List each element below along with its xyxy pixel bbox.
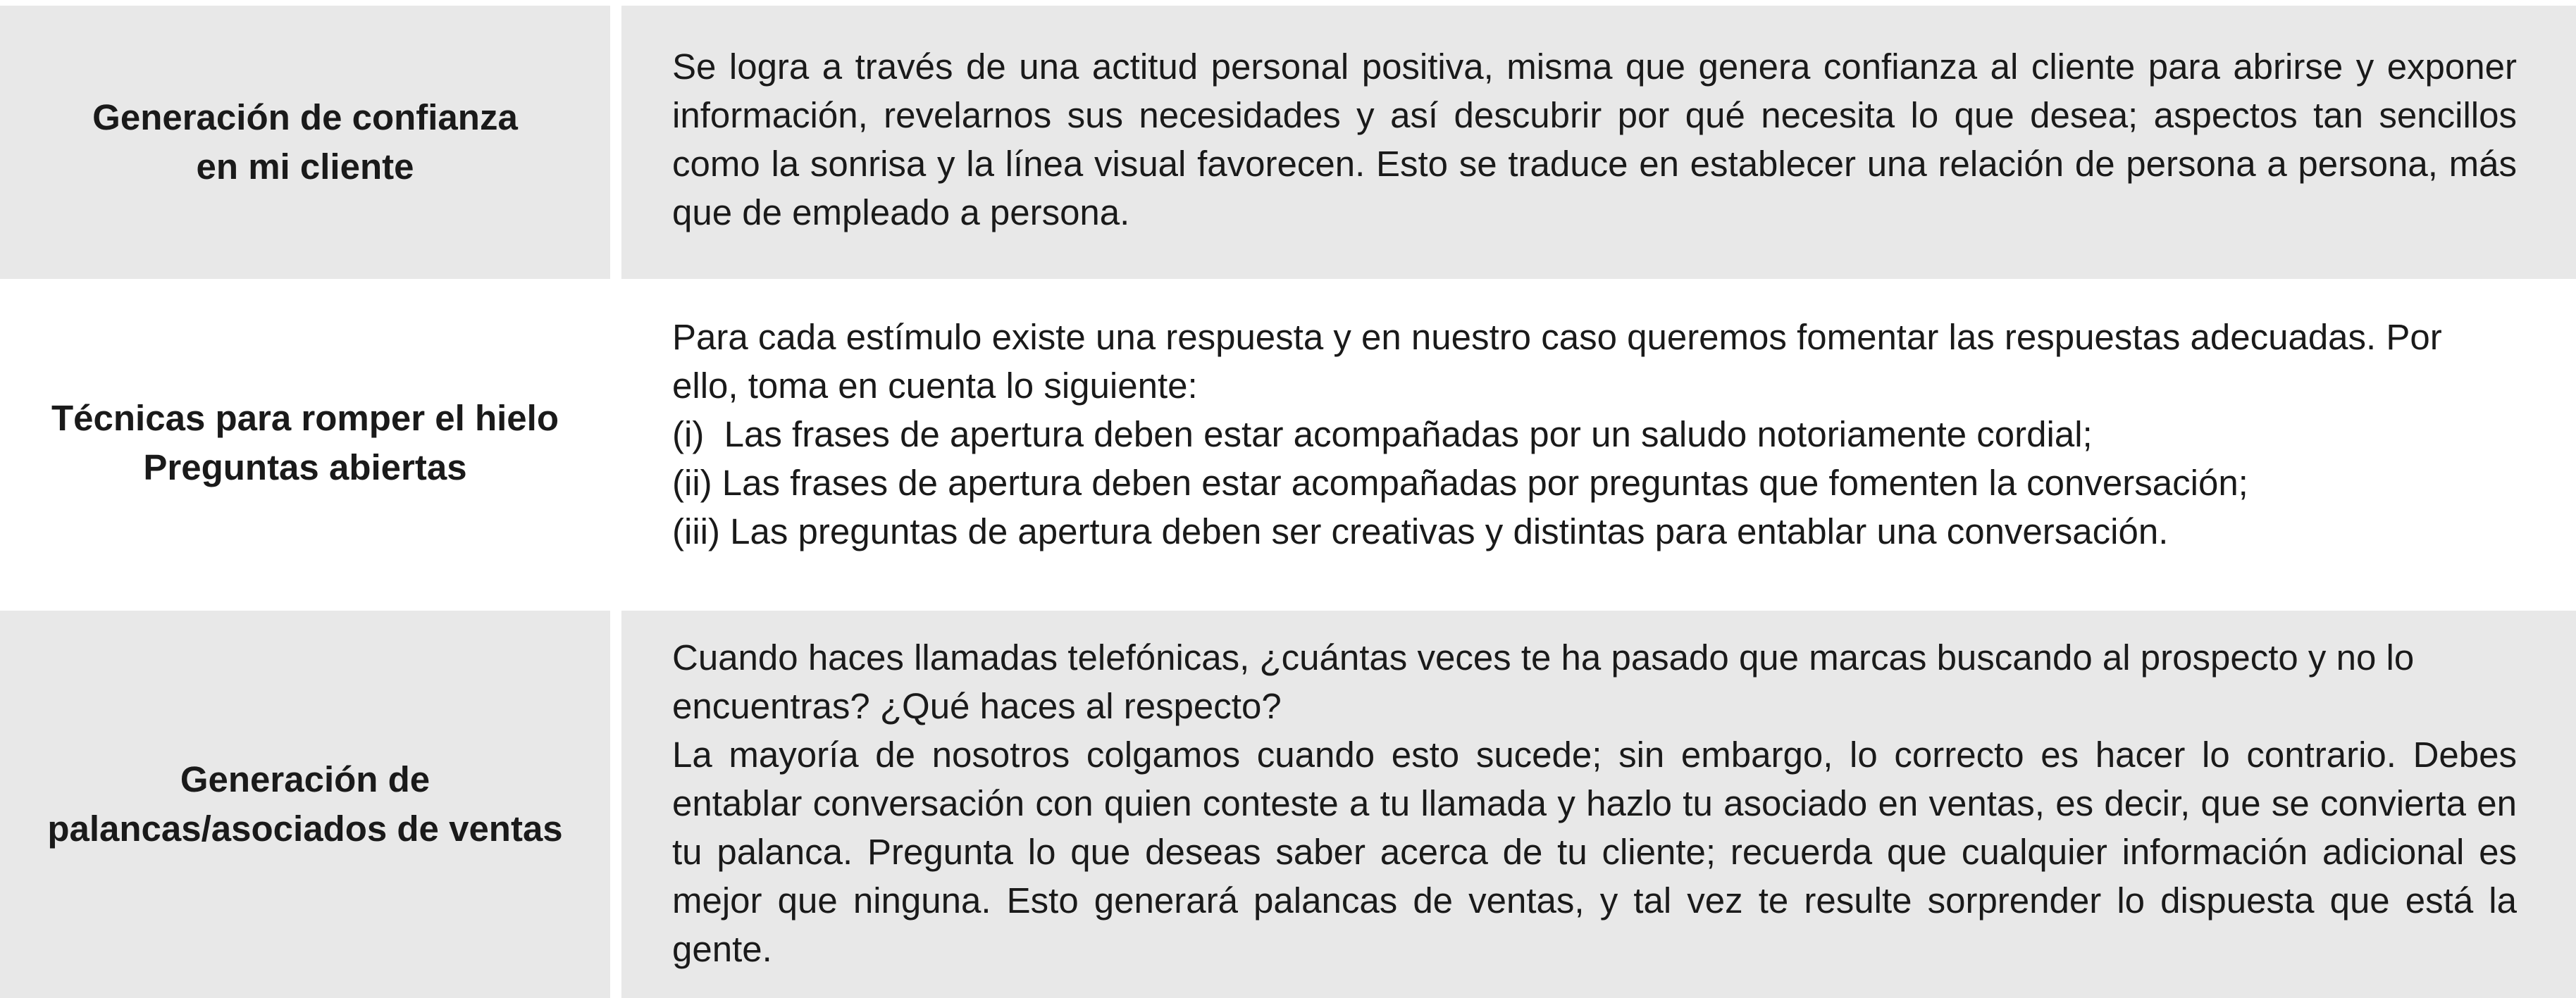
row-title-cell <box>0 611 610 998</box>
row-body-paragraph: Cuando haces llamadas telefónicas, ¿cuántas veces te ha pasado que marcas buscando al prospecto y no lo encuentras? ¿Qué haces al respecto? <box>672 637 2415 726</box>
list-item: (iii) Las preguntas de apertura deben ser creativas y distintas para entablar una conversación. <box>672 511 2169 551</box>
list-item: (i) Las frases de apertura deben estar acompañadas por un saludo notoriamente cordial; <box>672 414 2093 454</box>
row-body-text: Se logra a través de una actitud personal positiva, misma que genera confianza al cliente para abrirse y exponer información, revelarnos sus necesidades y así descubrir por qué necesita lo que desea; aspectos tan sencillos como la sonrisa y la línea visual favorecen. Esto se traduce en establecer una relación de persona a persona, más que de empleado a persona. <box>672 46 2517 232</box>
table-row <box>0 606 2576 998</box>
list-item: (ii) Las frases de apertura deben estar acompañadas por preguntas que fomenten la conversación; <box>672 463 2248 503</box>
row-title: Generación de palancas/asociados de ventas <box>47 759 563 849</box>
row-intro-text: Para cada estímulo existe una respuesta y en nuestro caso queremos fomentar las respuestas adecuadas. Por ello, toma en cuenta lo siguiente: <box>672 317 2442 406</box>
table-row <box>0 6 2576 279</box>
row-title: Técnicas para romper el hielo Preguntas abiertas <box>51 397 559 487</box>
row-title-cell <box>0 6 610 279</box>
row-title: Generación de confianza en mi cliente <box>92 97 518 187</box>
row-body-cell <box>621 279 2576 606</box>
row-title-cell <box>0 279 610 606</box>
table-row <box>0 279 2576 606</box>
row-body-cell <box>621 611 2576 998</box>
row-body-cell <box>621 6 2576 279</box>
row-body-paragraph: La mayoría de nosotros colgamos cuando esto sucede; sin embargo, lo correcto es hacer lo contrario. Debes entablar conversación con quien conteste a tu llamada y hazlo tu asociado en ventas, es decir, que se convierta en tu palanca. Pregunta lo que deseas saber acerca de tu cliente; recuerda que cualquier información adicional es mejor que ninguna. Esto generará palancas de ventas, y tal vez te resulte sorprender lo dispuesta que está la gente. <box>672 735 2517 969</box>
